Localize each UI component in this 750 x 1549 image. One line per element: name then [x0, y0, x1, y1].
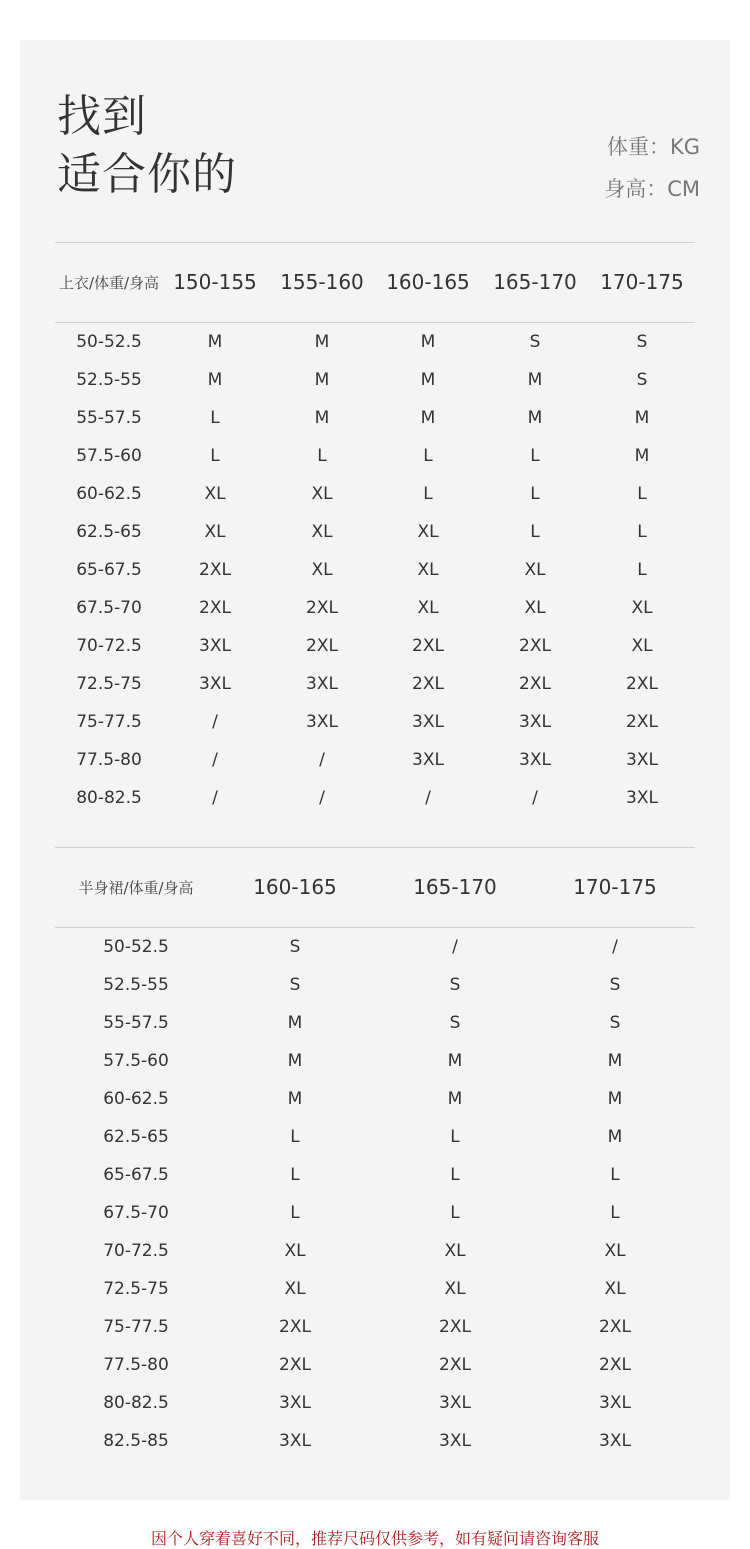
size-cell: L — [290, 1165, 300, 1185]
size-cell: XL — [444, 1241, 466, 1261]
weight-row-label: 80-82.5 — [103, 1393, 169, 1413]
height-unit-label: 身高：CM — [604, 177, 700, 201]
size-cell: 2XL — [412, 636, 444, 656]
size-cell: S — [449, 975, 461, 995]
size-cell: XL — [444, 1279, 466, 1299]
size-cell: S — [636, 370, 648, 390]
size-cell: / — [452, 937, 458, 957]
weight-row-label: 55-57.5 — [76, 408, 142, 428]
table-corner-label: 上衣/体重/身高 — [58, 273, 160, 292]
size-cell: 3XL — [199, 674, 231, 694]
size-cell: XL — [417, 560, 439, 580]
size-cell: 3XL — [599, 1393, 631, 1413]
weight-row-label: 50-52.5 — [76, 332, 142, 352]
size-cell: L — [210, 408, 220, 428]
height-column-header: 165-170 — [413, 875, 497, 899]
size-cell: M — [207, 370, 223, 390]
weight-row-label: 75-77.5 — [103, 1317, 169, 1337]
size-cell: M — [314, 370, 330, 390]
size-cell: 3XL — [412, 712, 444, 732]
size-cell: L — [317, 446, 327, 466]
size-cell: M — [287, 1089, 303, 1109]
weight-row-label: 65-67.5 — [103, 1165, 169, 1185]
size-cell: 3XL — [626, 750, 658, 770]
height-column-header: 150-155 — [173, 270, 257, 294]
size-cell: XL — [631, 598, 653, 618]
weight-row-label: 52.5-55 — [76, 370, 142, 390]
weight-row-label: 75-77.5 — [76, 712, 142, 732]
size-cell: L — [530, 446, 540, 466]
size-cell: L — [450, 1165, 460, 1185]
weight-row-label: 62.5-65 — [76, 522, 142, 542]
table-corner-label: 半身裙/体重/身高 — [78, 878, 194, 897]
units-legend — [604, 126, 700, 210]
divider — [55, 322, 695, 323]
size-cell: 3XL — [519, 712, 551, 732]
size-cell: 3XL — [279, 1431, 311, 1451]
size-cell: XL — [524, 598, 546, 618]
title-line-2: 适合你的 — [57, 149, 237, 200]
size-cell: M — [420, 408, 436, 428]
size-cell: M — [634, 408, 650, 428]
size-cell: L — [290, 1203, 300, 1223]
size-cell: 2XL — [439, 1317, 471, 1337]
weight-row-label: 72.5-75 — [76, 674, 142, 694]
size-cell: 3XL — [599, 1431, 631, 1451]
size-cell: / — [532, 788, 538, 808]
size-chart-card — [20, 40, 730, 1500]
weight-row-label: 52.5-55 — [103, 975, 169, 995]
height-column-header: 155-160 — [280, 270, 364, 294]
size-cell: M — [634, 446, 650, 466]
weight-row-label: 77.5-80 — [76, 750, 142, 770]
weight-row-label: 65-67.5 — [76, 560, 142, 580]
size-cell: M — [447, 1051, 463, 1071]
size-cell: L — [210, 446, 220, 466]
size-cell: L — [423, 484, 433, 504]
weight-row-label: 50-52.5 — [103, 937, 169, 957]
size-cell: S — [609, 1013, 621, 1033]
size-cell: L — [290, 1127, 300, 1147]
size-cell: 2XL — [306, 636, 338, 656]
size-cell: M — [207, 332, 223, 352]
page-title — [57, 88, 237, 204]
size-cell: XL — [311, 522, 333, 542]
size-cell: 2XL — [279, 1355, 311, 1375]
height-column-header: 170-175 — [600, 270, 684, 294]
weight-row-label: 77.5-80 — [103, 1355, 169, 1375]
weight-row-label: 55-57.5 — [103, 1013, 169, 1033]
size-cell: L — [450, 1127, 460, 1147]
skirt-size-table — [55, 847, 695, 1467]
disclaimer-note: 因个人穿着喜好不同，推荐尺码仅供参考，如有疑问请咨询客服 — [150, 1529, 599, 1548]
size-cell: XL — [417, 598, 439, 618]
size-cell: 2XL — [626, 674, 658, 694]
size-cell: XL — [311, 484, 333, 504]
size-cell: M — [420, 370, 436, 390]
size-cell: M — [607, 1051, 623, 1071]
size-cell: M — [527, 370, 543, 390]
weight-row-label: 80-82.5 — [76, 788, 142, 808]
height-column-header: 160-165 — [253, 875, 337, 899]
size-cell: M — [447, 1089, 463, 1109]
size-cell: L — [450, 1203, 460, 1223]
size-cell: S — [449, 1013, 461, 1033]
size-cell: 3XL — [199, 636, 231, 656]
weight-row-label: 70-72.5 — [76, 636, 142, 656]
size-cell: 3XL — [306, 674, 338, 694]
size-cell: 2XL — [412, 674, 444, 694]
weight-row-label: 57.5-60 — [76, 446, 142, 466]
size-cell: 3XL — [519, 750, 551, 770]
size-cell: / — [319, 750, 325, 770]
size-cell: XL — [417, 522, 439, 542]
size-cell: XL — [204, 522, 226, 542]
size-cell: XL — [284, 1279, 306, 1299]
size-cell: S — [289, 937, 301, 957]
size-cell: S — [289, 975, 301, 995]
size-cell: M — [607, 1127, 623, 1147]
size-cell: 2XL — [439, 1355, 471, 1375]
size-cell: / — [319, 788, 325, 808]
size-cell: M — [420, 332, 436, 352]
size-cell: XL — [284, 1241, 306, 1261]
size-cell: / — [212, 750, 218, 770]
weight-row-label: 72.5-75 — [103, 1279, 169, 1299]
size-cell: 2XL — [199, 598, 231, 618]
size-cell: / — [612, 937, 618, 957]
size-cell: XL — [311, 560, 333, 580]
size-cell: XL — [631, 636, 653, 656]
size-cell: 2XL — [519, 674, 551, 694]
size-cell: 3XL — [412, 750, 444, 770]
size-cell: L — [423, 446, 433, 466]
size-cell: XL — [604, 1241, 626, 1261]
size-cell: M — [314, 332, 330, 352]
size-cell: XL — [204, 484, 226, 504]
weight-row-label: 70-72.5 — [103, 1241, 169, 1261]
size-cell: / — [212, 712, 218, 732]
weight-row-label: 82.5-85 — [103, 1431, 169, 1451]
size-cell: M — [527, 408, 543, 428]
size-cell: L — [530, 484, 540, 504]
size-cell: 3XL — [439, 1393, 471, 1413]
size-cell: L — [610, 1203, 620, 1223]
height-column-header: 160-165 — [386, 270, 470, 294]
size-cell: L — [637, 560, 647, 580]
size-cell: 2XL — [599, 1317, 631, 1337]
size-cell: M — [607, 1089, 623, 1109]
top-size-table — [55, 242, 695, 822]
size-cell: M — [287, 1013, 303, 1033]
height-column-header: 170-175 — [573, 875, 657, 899]
size-cell: S — [609, 975, 621, 995]
size-cell: 3XL — [626, 788, 658, 808]
size-cell: S — [636, 332, 648, 352]
size-cell: 3XL — [279, 1393, 311, 1413]
size-cell: 3XL — [439, 1431, 471, 1451]
size-cell: XL — [524, 560, 546, 580]
size-cell: 2XL — [279, 1317, 311, 1337]
size-cell: L — [637, 522, 647, 542]
weight-row-label: 67.5-70 — [103, 1203, 169, 1223]
title-line-1: 找到 — [57, 91, 147, 142]
height-column-header: 165-170 — [493, 270, 577, 294]
size-cell: 2XL — [519, 636, 551, 656]
weight-row-label: 60-62.5 — [103, 1089, 169, 1109]
divider — [55, 927, 695, 928]
size-cell: M — [287, 1051, 303, 1071]
weight-unit-label: 体重：KG — [606, 135, 700, 159]
weight-row-label: 62.5-65 — [103, 1127, 169, 1147]
size-cell: 2XL — [599, 1355, 631, 1375]
size-cell: XL — [604, 1279, 626, 1299]
weight-row-label: 67.5-70 — [76, 598, 142, 618]
weight-row-label: 57.5-60 — [103, 1051, 169, 1071]
size-cell: L — [610, 1165, 620, 1185]
size-cell: / — [425, 788, 431, 808]
size-cell: M — [314, 408, 330, 428]
size-cell: 2XL — [199, 560, 231, 580]
size-cell: L — [637, 484, 647, 504]
size-cell: / — [212, 788, 218, 808]
size-cell: L — [530, 522, 540, 542]
size-cell: 3XL — [306, 712, 338, 732]
size-cell: S — [529, 332, 541, 352]
size-cell: 2XL — [306, 598, 338, 618]
weight-row-label: 60-62.5 — [76, 484, 142, 504]
size-cell: 2XL — [626, 712, 658, 732]
